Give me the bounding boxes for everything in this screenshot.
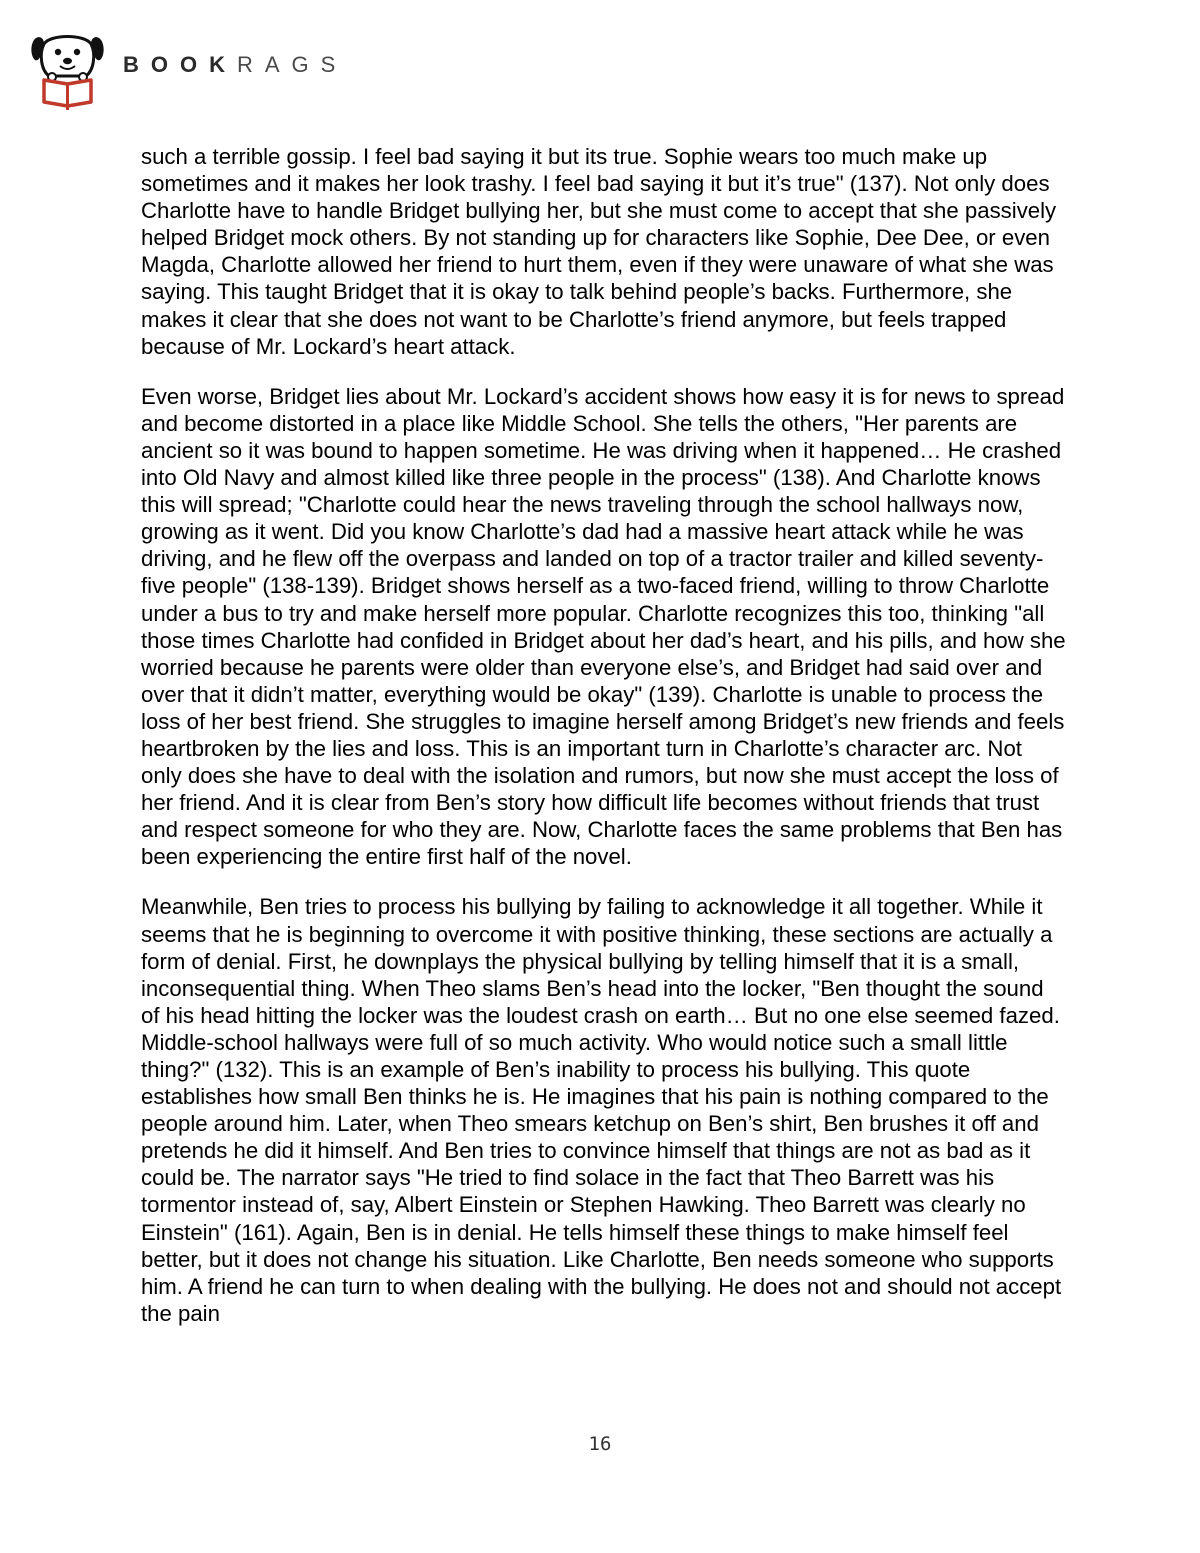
paragraph: such a terrible gossip. I feel bad saying it but its true. Sophie wears too much make up sometimes and it makes her look trashy. I feel bad saying it but it’s true" (137). Not only does Charlotte have to handle Bridget bullying her, but she must come to accept that she passively helped Bridget mock others. By not standing up for characters like Sophie, Dee Dee, or even Magda, Charlotte allowed her friend to hurt them, even if they were unaware of what she was saying. This taught Bridget that it is okay to talk behind people’s backs. Furthermore, she makes it clear that she does not want to be Charlotte’s friend anymore, but feels trapped because of Mr. Lockard’s heart attack. [141,144,1057,359]
brand-wordmark [123,52,347,78]
bookrags-header [30,30,347,110]
paragraph: Even worse, Bridget lies about Mr. Lockard’s accident shows how easy it is for news to spread and become distorted in a place like Middle School. She tells the others, "Her parents are ancient so it was bound to happen sometime. He was driving when it happened… He crashed into Old Navy and almost killed like three people in the process" (138). And Charlotte knows this will spread; "Charlotte could hear the news traveling through the school hallways now, growing as it went. Did you know Charlotte’s dad had a massive heart attack while he was driving, and he flew off the overpass and landed on top of a tractor trailer and killed seventy-five people" (138-139). Bridget shows herself as a two-faced friend, willing to throw Charlotte under a bus to try and make herself more popular. Charlotte recognizes this too, thinking "all those times Charlotte had confided in Bridget about her dad’s heart, and his pills, and how she worried because he parents were older than everyone else’s, and Bridget had said over and over that it didn’t matter, everything would be okay" (139). Charlotte is unable to process the loss of her best friend. She struggles to imagine herself among Bridget’s new friends and feels heartbroken by the lies and loss. This is an important turn in Charlotte’s character arc. Not only does she have to deal with the isolation and rumors, but now she must accept the loss of her friend. And it is clear from Ben’s story how difficult life becomes without friends that trust and respect someone for who they are. Now, Charlotte faces the same problems that Ben has been experiencing the entire first half of the novel. [141,383,1066,870]
paragraph: Meanwhile, Ben tries to process his bullying by failing to acknowledge it all together. While it seems that he is beginning to overcome it with positive thinking, these sections are actually a form of denial. First, he downplays the physical bullying by telling himself that it is a small, inconsequential thing. When Theo slams Ben’s head into the locker, "Ben thought the sound of his head hitting the locker was the loudest crash on earth… But no one else seemed fazed. Middle-school hallways were full of so much activity. Who would notice such a small little thing?" (132). This is an example of Ben’s inability to process his bullying. This quote establishes how small Ben thinks he is. He imagines that his pain is nothing compared to the people around him. Later, when Theo smears ketchup on Ben’s shirt, Ben brushes it off and pretends he did it himself. And Ben tries to convince himself that things are not as bad as it could be. The narrator says "He tried to find solace in the fact that Theo Barrett was his tormentor instead of, say, Albert Einstein or Stephen Hawking. Theo Barrett was clearly no Einstein" (161). Again, Ben is in denial. He tells himself these things to make himself feel better, but it does not change his situation. Like Charlotte, Ben needs someone who supports him. A friend he can turn to when dealing with the bullying. He does not and should not accept the pain [141,894,1062,1326]
document-body [141,143,1066,1350]
brand-wordmark-bold: BOOK [123,52,237,77]
page-number: 16 [588,1433,612,1455]
dog-reading-book-icon [30,30,105,110]
brand-wordmark-light: RAGS [237,52,348,77]
